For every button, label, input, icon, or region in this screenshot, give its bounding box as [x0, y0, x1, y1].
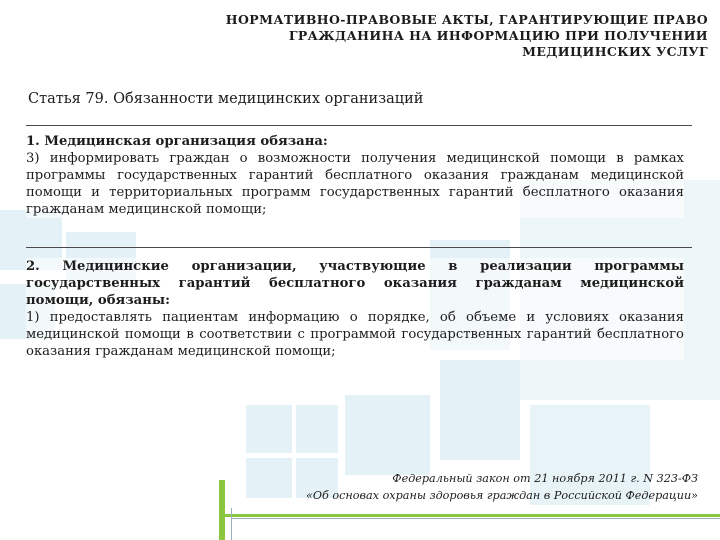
clause-heading: 1. Медицинская организация обязана: — [26, 134, 328, 149]
slide-title-line: НОРМАТИВНО-ПРАВОВЫЕ АКТЫ, ГАРАНТИРУЮЩИЕ ПРАВО — [225, 12, 708, 27]
decor-square — [296, 405, 338, 453]
section-divider — [26, 247, 692, 248]
law-clause-1 — [26, 133, 684, 218]
article-title: Статья 79. Обязанности медицинских организаций — [28, 91, 424, 107]
section-divider — [26, 125, 692, 126]
source-citation — [278, 470, 698, 504]
divider-line — [231, 518, 720, 519]
clause-text: 1) предоставлять пациентам информацию о порядке, об объеме и условиях оказания медицинской помощи в соответствии с программой государственных гарантий бесплатного оказания гражданам медицинской помощи; — [26, 310, 684, 359]
decor-square — [345, 395, 430, 475]
accent-line-horizontal — [219, 514, 720, 517]
decor-square — [440, 360, 520, 460]
accent-bar-vertical — [219, 480, 225, 540]
decor-square — [246, 405, 292, 453]
clause-text: 3) информировать граждан о возможности получения медицинской помощи в рамках программы государственных гарантий бесплатного оказания гражданам медицинской помощи и территориальных программ государственных гарантий бесплатного оказания гражданам медицинской помощи; — [26, 151, 684, 217]
clause-heading: 2. Медицинские организации, участвующие в реализации программы государственных гарантий бесплатного оказания гражданам медицинской помощи, обязаны: — [26, 259, 684, 308]
citation-line: Федеральный закон от 21 ноября 2011 г. N 323-ФЗ — [392, 472, 698, 485]
law-clause-2 — [26, 258, 684, 360]
slide-title — [188, 12, 708, 60]
citation-line: «Об основах охраны здоровья граждан в Российской Федерации» — [306, 489, 698, 502]
divider-line-vertical — [231, 508, 232, 540]
slide-title-line: ГРАЖДАНИНА НА ИНФОРМАЦИЮ ПРИ ПОЛУЧЕНИИ — [288, 28, 708, 43]
slide-title-line: МЕДИЦИНСКИХ УСЛУГ — [522, 44, 708, 59]
